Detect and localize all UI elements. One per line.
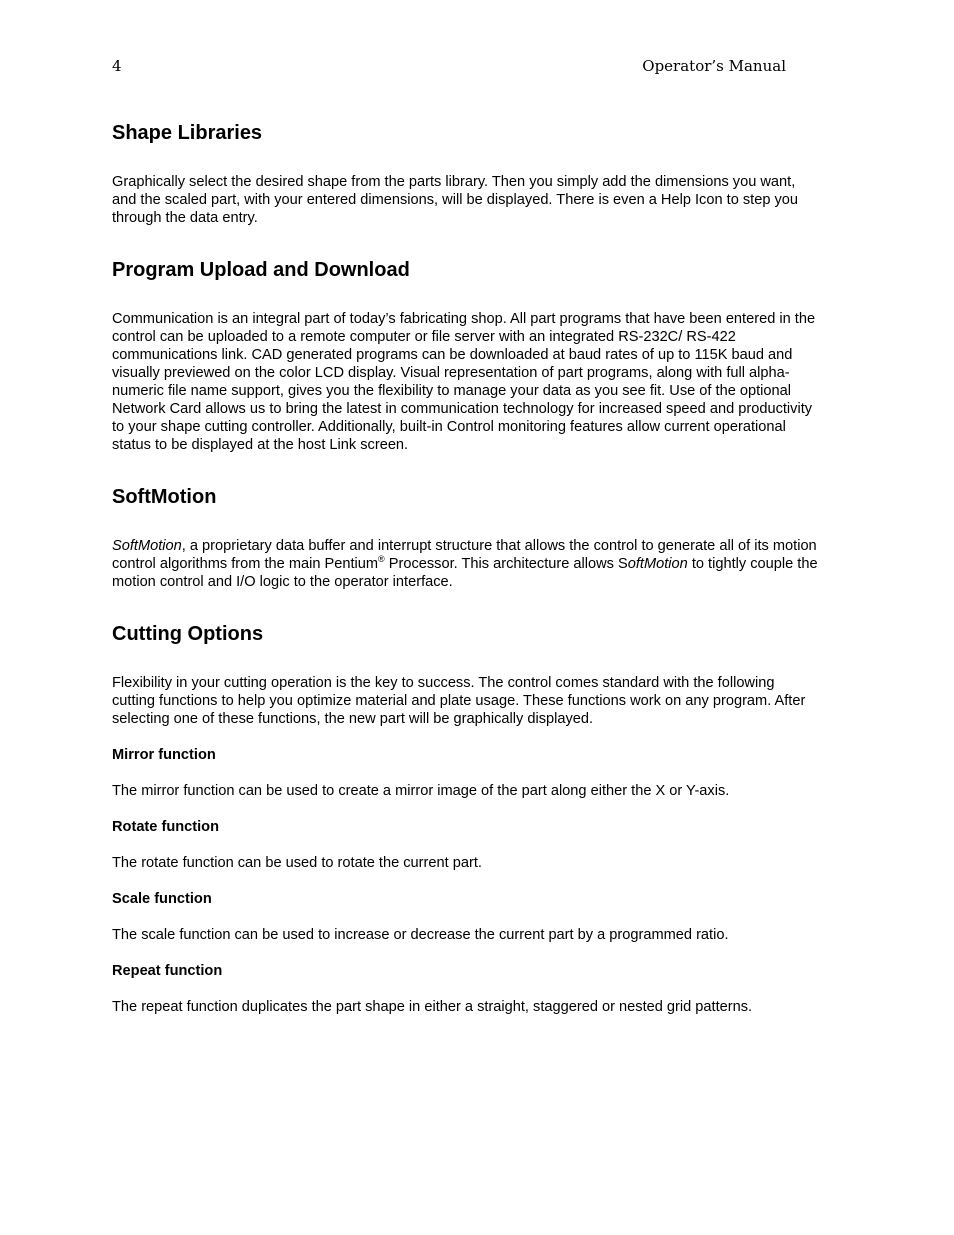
document-body — [112, 120, 820, 1016]
function-heading: Scale function — [112, 891, 212, 907]
section-heading: Cutting Options — [112, 623, 264, 645]
function-mirror — [112, 746, 820, 800]
section-paragraph — [112, 537, 820, 591]
section-program-upload — [112, 257, 820, 454]
softmotion-term: SoftMotion — [112, 538, 182, 554]
header-title: Operator’s Manual — [642, 57, 786, 75]
section-shape-libraries — [112, 120, 820, 227]
paragraph-text: to tightly couple the motion control and I/O logic to the operator interface. — [112, 556, 818, 590]
function-scale — [112, 890, 820, 944]
section-heading: Program Upload and Download — [112, 259, 410, 281]
function-description: The rotate function can be used to rotate the current part. — [112, 855, 482, 871]
function-description: The repeat function duplicates the part shape in either a straight, staggered or nested grid patterns. — [112, 999, 753, 1015]
paragraph-text: , a proprietary data buffer and interrupt structure that allows the control to generate all of its motion control algorithms from the main Pentium — [112, 538, 817, 572]
page-number: 4 — [112, 57, 122, 75]
page-header — [112, 56, 786, 78]
section-heading: Shape Libraries — [112, 122, 263, 144]
softmotion-term: oftMotion — [627, 556, 688, 572]
function-description: The mirror function can be used to create a mirror image of the part along either the X or Y-axis. — [112, 783, 730, 799]
registered-mark: ® — [378, 554, 385, 565]
function-heading: Mirror function — [112, 747, 216, 763]
section-cutting-options — [112, 621, 820, 1016]
section-paragraph: Flexibility in your cutting operation is the key to success. The control comes standard with the following cutting functions to help you optimize material and plate usage. These functions work on any program. After selecting one of these functions, the new part will be graphically displayed. — [112, 675, 806, 727]
function-repeat — [112, 962, 820, 1016]
function-heading: Rotate function — [112, 819, 220, 835]
section-paragraph: Graphically select the desired shape from the parts library. Then you simply add the dimensions you want, and the scaled part, with your entered dimensions, will be displayed. There is even a Help Icon to step you through the data entry. — [112, 174, 799, 226]
function-heading: Repeat function — [112, 963, 223, 979]
function-rotate — [112, 818, 820, 872]
section-paragraph: Communication is an integral part of today’s fabricating shop. All part programs that have been entered in the control can be uploaded to a remote computer or file server with an integrated RS-232C/ RS-422 communications link. CAD generated programs can be downloaded at baud rates of up to 115K baud and visually previewed on the color LCD display. Visual representation of part programs, along with full alpha-numeric file name support, gives you the flexibility to manage your data as you see fit. Use of the optional Network Card allows us to bring the latest in communication technology for increased speed and productivity to your shape cutting controller. Additionally, built-in Control monitoring features allow current operational status to be displayed at the host Link screen. — [112, 311, 816, 453]
function-description: The scale function can be used to increase or decrease the current part by a programmed ratio. — [112, 927, 729, 943]
section-heading: SoftMotion — [112, 486, 217, 508]
section-softmotion — [112, 484, 820, 591]
paragraph-text: Processor. This architecture allows S — [384, 556, 628, 572]
